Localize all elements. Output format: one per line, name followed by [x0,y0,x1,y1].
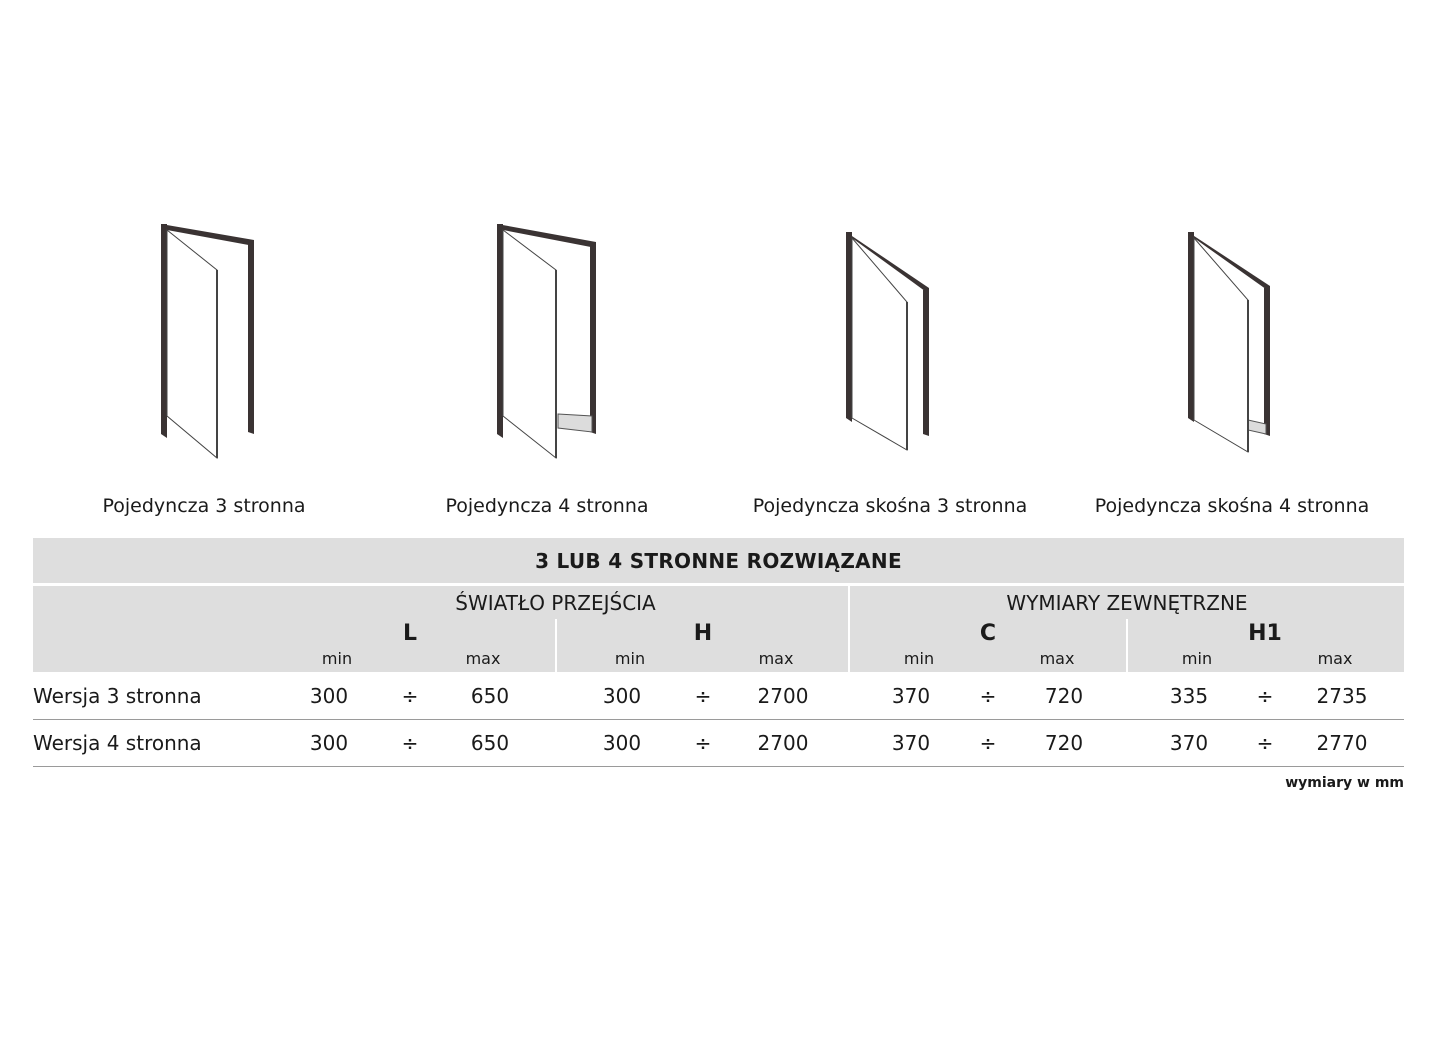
h1-max: 2770 [1316,731,1368,755]
table-title-band [33,538,1404,583]
door-caption-3: Pojedyncza skośna 3 stronna [752,495,1028,517]
row-label: Wersja 3 stronna [33,684,202,708]
h-min: 300 [602,731,642,755]
door-illustration-4 [1178,218,1298,468]
c-max: 720 [1044,684,1084,708]
h-min: 300 [602,684,642,708]
c-min: 370 [891,731,931,755]
units-note: wymiary w mm [1285,775,1404,791]
table-header [33,586,1404,672]
row-label: Wersja 4 stronna [33,731,202,755]
door-illustration-3 [835,218,955,468]
dim-header-l: L [402,621,418,646]
dim-header-c: C [979,621,997,646]
group-header-external-dimensions: WYMIARY ZEWNĘTRZNE [1006,591,1248,615]
l-max: 650 [470,684,510,708]
separator: ÷ [979,731,997,755]
separator: ÷ [694,684,712,708]
dim-header-h: H [693,621,713,646]
table-row [33,673,1404,720]
h-max: 2700 [757,731,809,755]
door-illustration-2 [488,218,608,468]
l-min: 300 [309,684,349,708]
separator: ÷ [401,684,419,708]
max-label-h: max [758,649,794,668]
door-frame-slanted-4-sided-icon [1178,218,1298,468]
c-min: 370 [891,684,931,708]
min-label-h1: min [1181,649,1213,668]
max-label-c: max [1039,649,1075,668]
h-max: 2700 [757,684,809,708]
l-min: 300 [309,731,349,755]
separator: ÷ [401,731,419,755]
l-max: 650 [470,731,510,755]
door-frame-3-sided-icon [150,218,270,468]
separator: ÷ [979,684,997,708]
table-row [33,720,1404,767]
h1-max: 2735 [1316,684,1368,708]
min-label-c: min [903,649,935,668]
table-title: 3 LUB 4 STRONNE ROZWIĄZANE [535,549,902,573]
door-caption-2: Pojedyncza 4 stronna [445,495,649,517]
c-max: 720 [1044,731,1084,755]
min-label-l: min [321,649,353,668]
separator: ÷ [1256,684,1274,708]
group-header-clear-opening: ŚWIATŁO PRZEJŚCIA [455,591,656,615]
separator: ÷ [1256,731,1274,755]
door-frame-4-sided-icon [488,218,608,468]
max-label-l: max [465,649,501,668]
door-caption-1: Pojedyncza 3 stronna [102,495,306,517]
min-label-h: min [614,649,646,668]
door-illustration-1 [150,218,270,468]
h1-min: 370 [1169,731,1209,755]
door-frame-slanted-3-sided-icon [835,218,955,468]
max-label-h1: max [1317,649,1353,668]
h1-min: 335 [1169,684,1209,708]
dim-header-h1: H1 [1248,621,1282,646]
door-caption-4: Pojedyncza skośna 4 stronna [1094,495,1370,517]
separator: ÷ [694,731,712,755]
